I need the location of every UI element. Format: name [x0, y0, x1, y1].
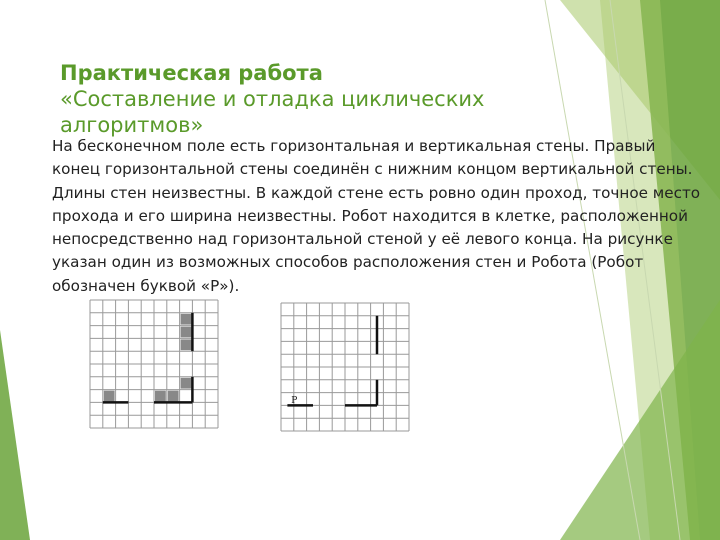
robot-label: Р [291, 395, 298, 406]
shaded-cell [181, 339, 192, 350]
slide-title: Практическая работа [60, 61, 323, 85]
figure-left [90, 300, 218, 428]
task-description: На бесконечном поле есть горизонтальная и вертикальная стены. Правый конец горизонтальной стены соединён с нижним концом вертикальной стены. Длины стен неизвестны. В каждой стене есть ровно один проход, точное место прохода и его ширина неизвестны. Робот находится в клетке, расположенной непосредственно над горизонтальной стеной у её левого конца. На рисунке указан один из возможных способов расположения стен и Робота (Робот обозначен буквой «Р»). [52, 137, 701, 295]
shaded-cell [168, 391, 179, 402]
shaded-cell [155, 391, 166, 402]
shaded-cell [181, 314, 192, 325]
shaded-cell [181, 327, 192, 338]
figure-right [281, 303, 409, 431]
slide-subtitle: «Составление и отладка циклических алгоритмов» [60, 87, 485, 137]
shaded-cell [104, 391, 115, 402]
shaded-cell [181, 378, 192, 389]
